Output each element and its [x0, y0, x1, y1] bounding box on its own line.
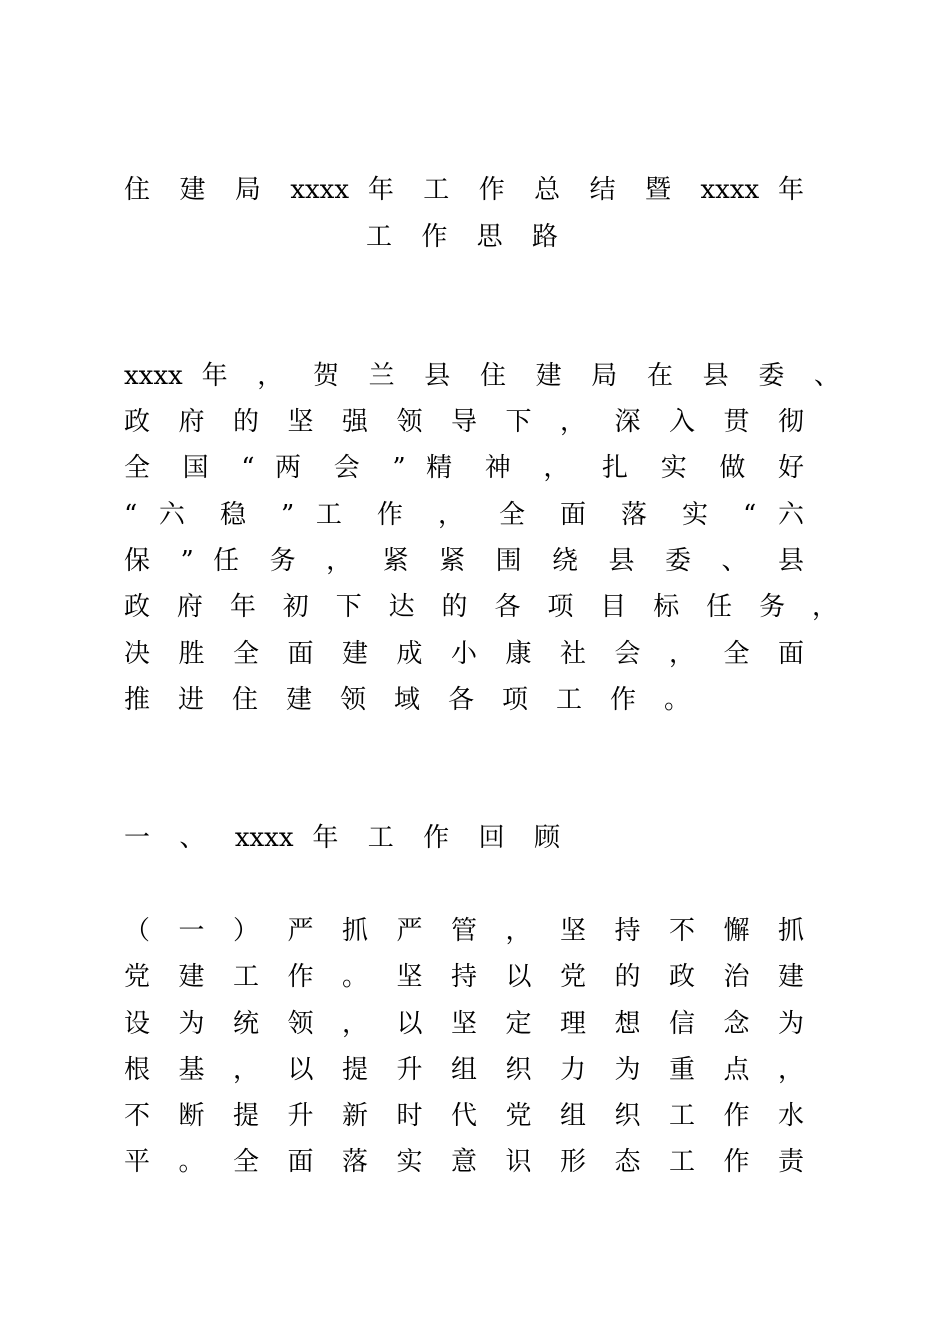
- subsection-line-3: 设 为 统 领 ， 以 坚 定 理 想 信 念 为: [124, 1009, 804, 1039]
- intro-line-6: 政 府 年 初 下 达 的 各 项 目 标 任 务 ，: [124, 592, 838, 622]
- subsection-line-2: 党 建 工 作 。 坚 持 以 党 的 政 治 建: [124, 962, 804, 992]
- subsection-line-1: （ 一 ） 严 抓 严 管 ， 坚 持 不 懈 抓: [124, 916, 804, 946]
- intro-line-3: 全 国 “ 两 会 ” 精 神 ， 扎 实 做 好: [124, 453, 804, 483]
- intro-line-5: 保 ” 任 务 ， 紧 紧 围 绕 县 委 、 县: [124, 546, 804, 576]
- document-title-line-2: 工 作 思 路: [366, 222, 558, 252]
- section-heading: 一 、 xxxx 年 工 作 回 顾: [124, 823, 560, 853]
- intro-line-7: 决 胜 全 面 建 成 小 康 社 会 ， 全 面: [124, 639, 804, 669]
- intro-line-1: xxxx 年 ， 贺 兰 县 住 建 局 在 县 委 、: [124, 361, 840, 391]
- document-title-line-1: 住 建 局 xxxx 年 工 作 总 结 暨 xxxx 年: [124, 175, 804, 205]
- intro-line-4: “ 六 稳 ” 工 作 ， 全 面 落 实 “ 六: [124, 500, 804, 530]
- intro-line-2: 政 府 的 坚 强 领 导 下 ， 深 入 贯 彻: [124, 407, 804, 437]
- subsection-line-4: 根 基 ， 以 提 升 组 织 力 为 重 点 ，: [124, 1055, 804, 1085]
- subsection-line-6: 平 。 全 面 落 实 意 识 形 态 工 作 责: [124, 1147, 804, 1177]
- subsection-line-5: 不 断 提 升 新 时 代 党 组 织 工 作 水: [124, 1101, 804, 1131]
- intro-line-8: 推 进 住 建 领 域 各 项 工 作 。: [124, 685, 690, 715]
